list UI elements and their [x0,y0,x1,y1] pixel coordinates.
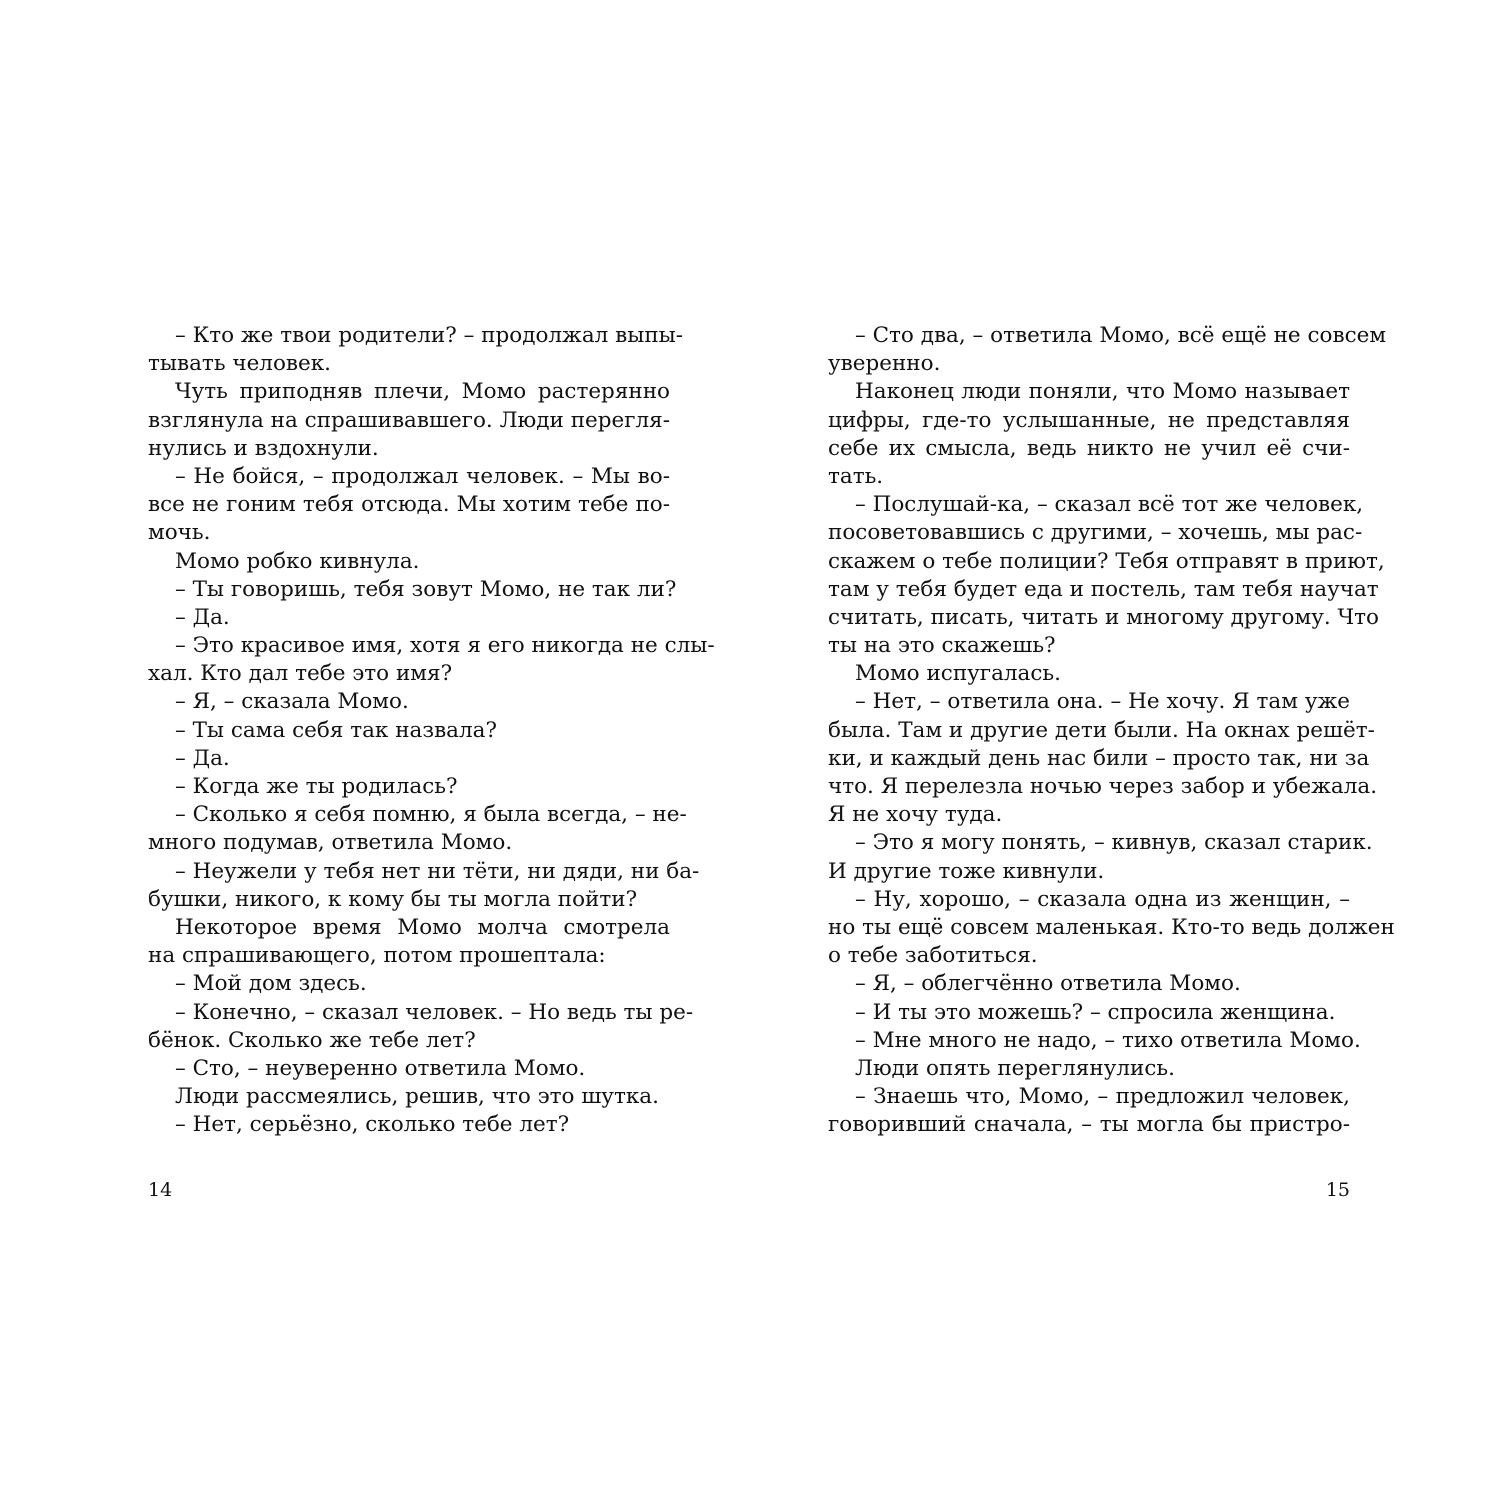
text-line: тать. [828,463,884,489]
text-line: бушки, никого, к кому бы ты могла пойти? [148,886,638,912]
text-line: все не гоним тебя отсюда. Мы хотим тебе по- [148,492,670,518]
text-line: – Нет, серьёзно, сколько тебе лет? [175,1112,570,1138]
text-line: себе их смысла, ведь никто не учил её счи- [828,435,1350,461]
left-page-text [148,322,715,1139]
text-line: – Сто, – неуверенно ответила Момо. [175,1055,586,1081]
text-line: – Ты говоришь, тебя зовут Момо, не так ли? [175,576,677,602]
text-line: Некоторое время Момо молча смотрела [175,914,670,940]
text-line: уверенно. [828,351,941,377]
text-line: – Сто два, – ответила Момо, всё ещё не совсем [855,323,1387,348]
text-line: – Кто же твои родители? – продолжал выпы- [175,323,684,348]
text-line: там у тебя будет еда и постель, там тебя научат [828,576,1379,602]
text-line: говоривший сначала, – ты могла бы пристро- [828,1112,1350,1138]
text-line: Момо робко кивнула. [175,548,420,574]
text-line: тывать человек. [148,351,332,377]
text-line: бёнок. Сколько же тебе лет? [148,1027,476,1053]
text-line: Наконец люди поняли, что Момо называет [855,379,1350,405]
text-line: посоветовавшись с другими, – хочешь, мы рас- [828,520,1363,546]
text-line: что. Я перелезла ночью через забор и убежала. [828,774,1378,799]
text-line: Чуть приподняв плечи, Момо растерянно [175,379,670,405]
left-page [148,322,715,1212]
text-line: – Да. [175,604,230,630]
text-line: И другие тоже кивнули. [828,858,1105,884]
text-line: – Ну, хорошо, – сказала одна из женщин, – [855,886,1350,912]
text-line: мочь. [148,520,211,546]
text-line: – Я, – сказала Момо. [175,689,409,715]
text-line: Люди рассмеялись, решив, что это шутка. [175,1084,659,1110]
page-number-left: 14 [148,1179,173,1201]
text-line: – Когда же ты родилась? [175,774,458,799]
right-page [828,322,1395,1212]
text-line: была. Там и другие дети были. На окнах решёт- [828,717,1375,743]
text-line: хал. Кто дал тебе это имя? [148,661,453,687]
text-line: – Послушай-ка, – сказал всё тот же человек, [855,492,1364,518]
text-line: – Да. [175,745,230,771]
text-line: ки, и каждый день нас били – просто так, ни за [828,745,1370,771]
text-line: Момо испугалась. [855,661,1061,687]
text-line: цифры, где-то услышанные, не представляя [828,407,1350,433]
text-line: – Конечно, – сказал человек. – Но ведь ты ре- [175,999,694,1025]
text-line: много подумав, ответила Момо. [148,830,513,856]
text-line: Люди опять переглянулись. [855,1055,1175,1081]
page-number-right: 15 [1325,1179,1350,1201]
text-line: – И ты это можешь? – спросила женщина. [855,999,1336,1025]
text-line: – Нет, – ответила она. – Не хочу. Я там уже [855,689,1350,715]
text-line: – Это я могу понять, – кивнув, сказал старик. [855,830,1373,856]
text-line: скажем о тебе полиции? Тебя отправят в приют, [828,548,1385,574]
text-line: – Знаешь что, Момо, – предложил человек, [855,1084,1350,1110]
text-line: на спрашивающего, потом прошептала: [148,943,606,969]
text-line: – Я, – облегчённо ответила Момо. [855,971,1241,997]
text-line: нулись и вздохнули. [148,435,379,461]
text-line: – Неужели у тебя нет ни тёти, ни дяди, ни ба- [175,858,700,884]
text-line: взглянула на спрашивавшего. Люди перегля- [148,407,670,433]
text-line: – Сколько я себя помню, я была всегда, – не- [175,802,687,828]
text-line: ты на это скажешь? [828,633,1056,659]
text-line: но ты ещё совсем маленькая. Кто-то ведь должен [828,914,1395,940]
text-line: Я не хочу туда. [828,802,1003,828]
text-line: – Мой дом здесь. [175,971,367,997]
text-line: – Не бойся, – продолжал человек. – Мы во- [175,463,670,489]
text-line: о тебе заботиться. [828,943,1038,969]
text-line: – Это красивое имя, хотя я его никогда не слы- [175,633,715,659]
text-line: считать, писать, читать и многому другому. Что [828,604,1379,630]
text-line: – Ты сама себя так назвала? [175,717,497,743]
right-page-text [828,322,1395,1139]
text-line: – Мне много не надо, – тихо ответила Момо. [855,1027,1361,1053]
